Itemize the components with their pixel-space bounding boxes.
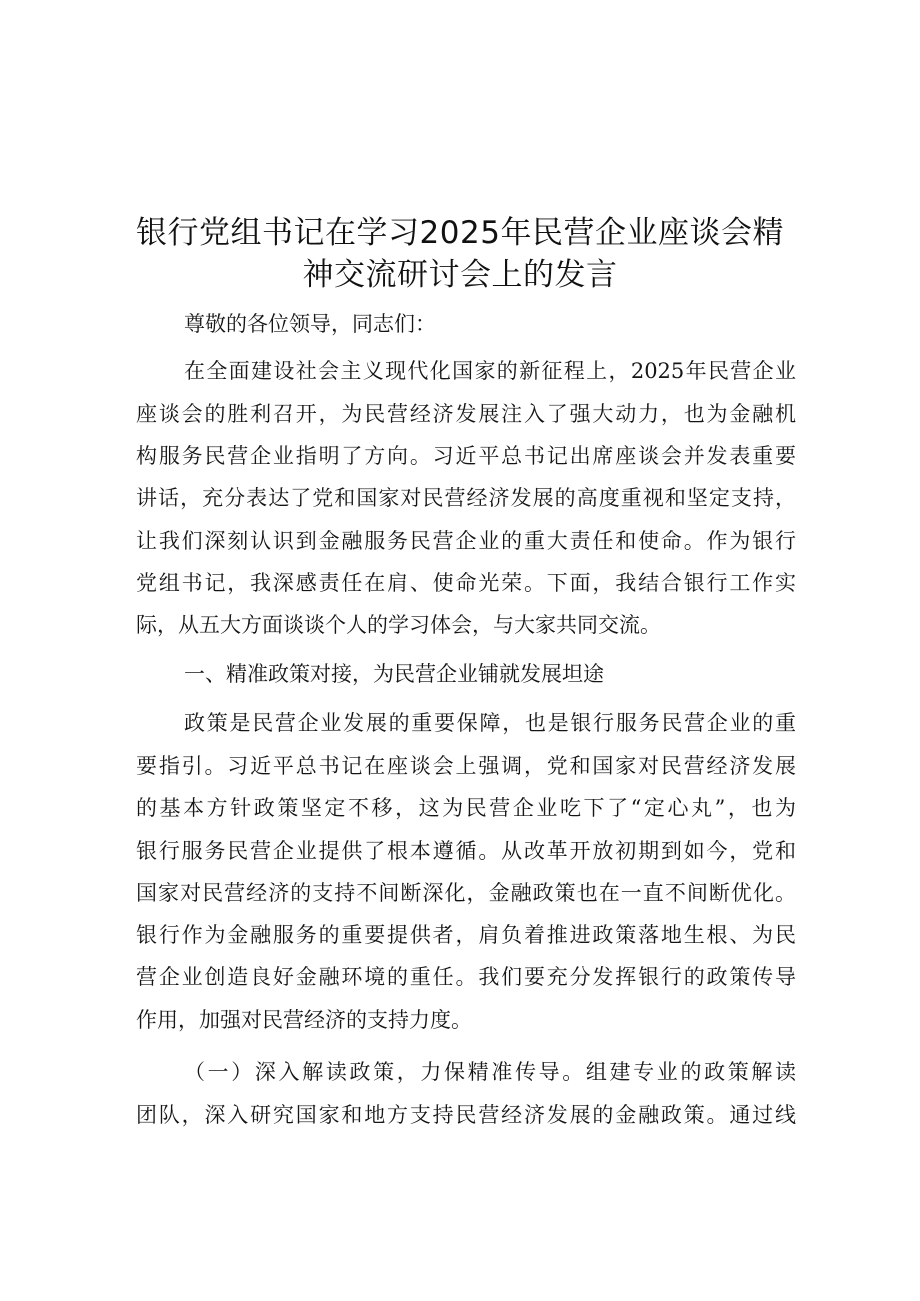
paragraph-2-line: 政策是民营企业发展的重要保障，也是银行服务民营企业的重 (184, 711, 796, 735)
paragraph-3-line: 团队，深入研究国家和地方支持民营经济发展的金融政策。通过线 (136, 1103, 796, 1127)
paragraph-2-line: 作用，加强对民营经济的支持力度。 (136, 1008, 472, 1032)
paragraph-2-line: 的基本方针政策坚定不移，这为民营企业吃下了“定心丸”，也为 (136, 796, 796, 820)
paragraph-1-line: 座谈会的胜利召开，为民营经济发展注入了强大动力，也为金融机 (136, 402, 796, 426)
document-title-line-2: 神交流研讨会上的发言 (302, 257, 618, 293)
paragraph-2-line: 国家对民营经济的支持不间断深化，金融政策也在一直不间断优化。 (136, 881, 796, 905)
paragraph-1-line: 党组书记，我深感责任在肩、使命光荣。下面，我结合银行工作实 (136, 571, 796, 595)
paragraph-2-line: 银行作为金融服务的重要提供者，肩负着推进政策落地生根、为民 (136, 923, 796, 947)
paragraph-2-line: 营企业创造良好金融环境的重任。我们要充分发挥银行的政策传导 (136, 965, 796, 989)
paragraph-1-line: 讲话，充分表达了党和国家对民营经济发展的高度重视和坚定支持， (136, 486, 796, 510)
paragraph-2-line: 银行服务民营企业提供了根本遵循。从改革开放初期到如今，党和 (136, 839, 796, 863)
document-title-line-1: 银行党组书记在学习2025年民营企业座谈会精 (136, 215, 784, 251)
paragraph-1-line: 让我们深刻认识到金融服务民营企业的重大责任和使命。作为银行 (136, 529, 796, 553)
paragraph-1-line: 在全面建设社会主义现代化国家的新征程上，2025年民营企业 (184, 359, 796, 383)
paragraph-2-line: 要指引。习近平总书记在座谈会上强调，党和国家对民营经济发展 (136, 754, 796, 778)
paragraph-1-line: 构服务民营企业指明了方向。习近平总书记出席座谈会并发表重要 (136, 444, 796, 468)
paragraph-1-line: 际，从五大方面谈谈个人的学习体会，与大家共同交流。 (136, 613, 661, 637)
section-heading-1: 一、精准政策对接，为民营企业铺就发展坦途 (184, 662, 604, 686)
paragraph-3-line: （一）深入解读政策，力保精准传导。组建专业的政策解读 (184, 1060, 796, 1084)
greeting: 尊敬的各位领导，同志们： (184, 312, 436, 336)
